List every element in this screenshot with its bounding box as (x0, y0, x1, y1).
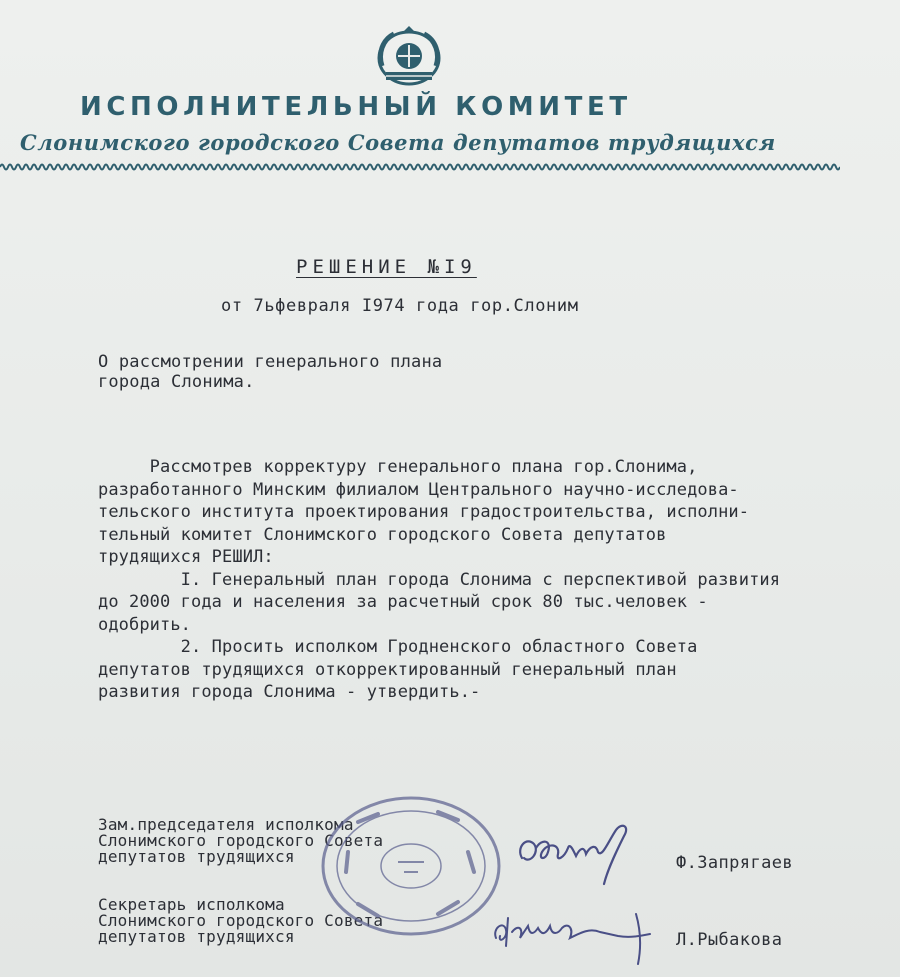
state-emblem-icon (372, 26, 446, 88)
decision-body: Рассмотрев корректуру генерального плана гор.Слонима, разработанного Минским филиалом Центрального научно-исследова- тельского института проектирования градостроительства, исполни- тельный комитет Слонимского городского Совета депутатов трудящихся РЕШИЛ: I. Генеральный план города Слонима с перспективой развития до 2000 года и населения за расчетный срок 80 тыс.человек - одобрить. 2. Просить исполком Гродненского областного Совета депутатов трудящихся откорректированный генеральный план развития города Слонима - утвердить.- (98, 457, 781, 702)
official-stamp (318, 792, 504, 940)
organization-subtitle: Слонимского городского Совета депутатов трудящихся (20, 130, 776, 155)
signatory-1-title: Зам.председателя исполкома Слонимского городского Совета депутатов трудящихся (98, 815, 384, 866)
wavy-divider (0, 160, 840, 174)
decision-date-line: от 7ьфевраля I974 года гор.Слоним (221, 296, 579, 316)
signature-1-icon (512, 818, 642, 888)
signatory-2-title: Секретарь исполкома Слонимского городского Совета депутатов трудящихся (98, 895, 384, 946)
signatory-1-name: Ф.Запрягаев (676, 853, 793, 873)
signature-2-icon (490, 908, 660, 970)
signatory-2-name: Л.Рыбакова (676, 930, 783, 950)
decision-title: РЕШЕНИЕ №I9 (296, 256, 477, 278)
organization-name: ИСПОЛНИТЕЛЬНЫЙ КОМИТЕТ (80, 92, 632, 122)
decision-subject: О рассмотрении генерального плана города Слонима. (98, 352, 443, 392)
